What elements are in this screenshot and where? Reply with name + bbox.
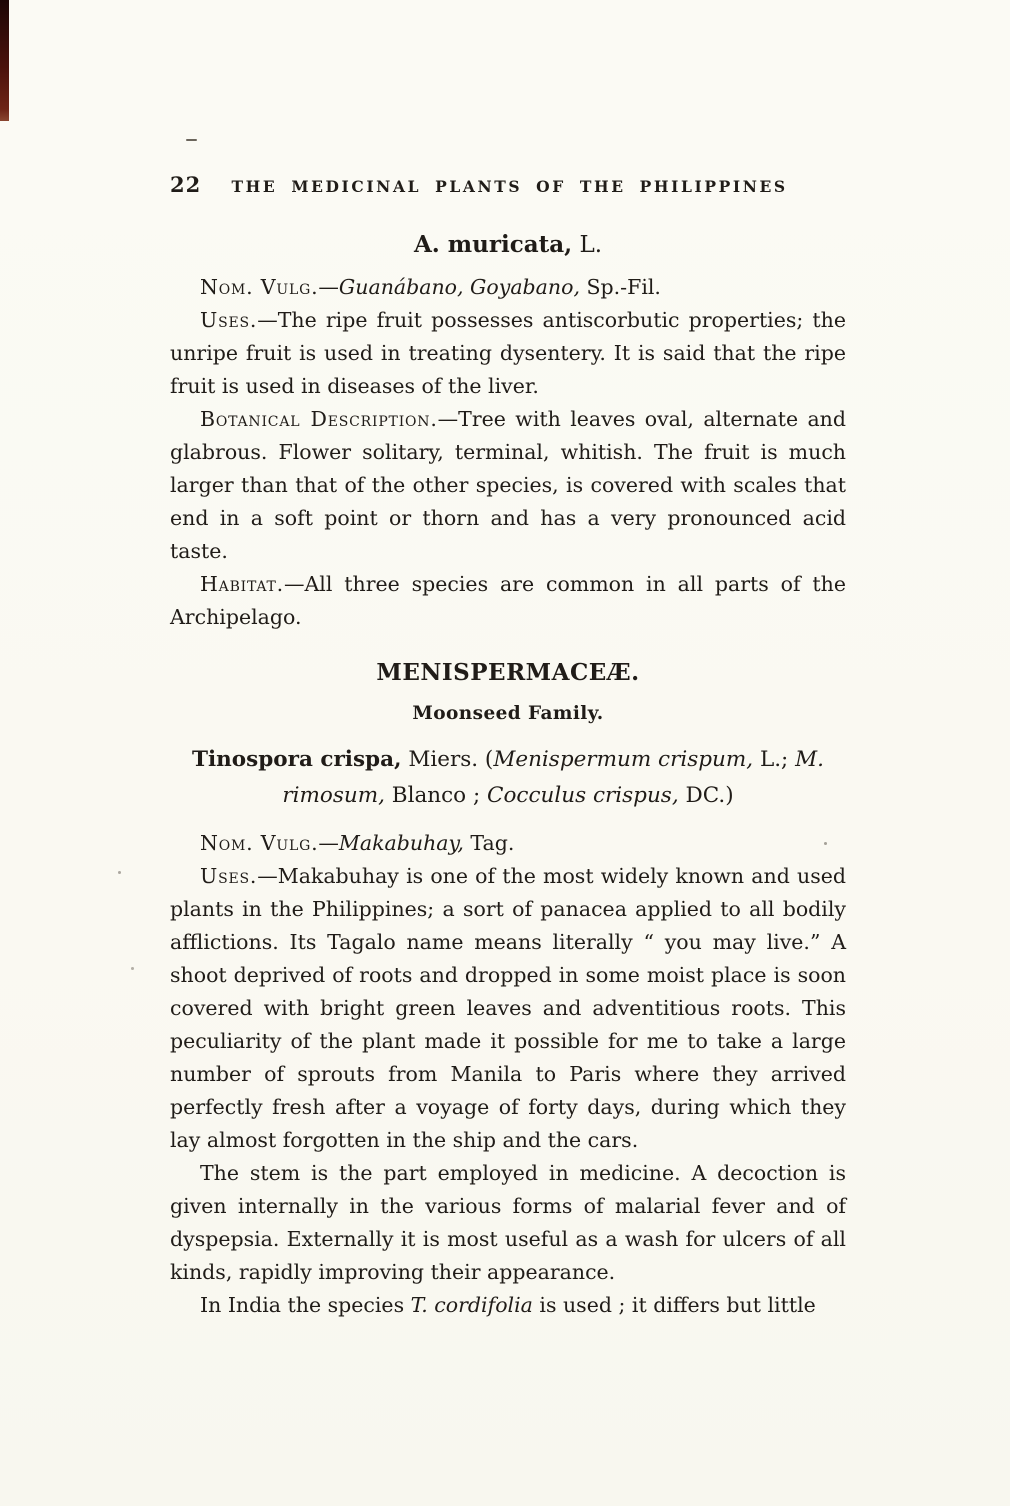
running-header (170, 172, 846, 197)
family-heading-menispermaceae: MENISPERMACEÆ. (376, 659, 640, 686)
species-heading-tinospora-crispa: Tinospora crispa, Miers. (Menispermum crispum, L.; M. rimosum, Blanco ; Cocculus crispus, DC.) (192, 747, 824, 808)
scan-artifact-dot (131, 967, 134, 970)
scan-artifact-dot (118, 871, 121, 874)
para-nom-vulg-muricata: Nom. Vulg.—Guanábano, Goyabano, Sp.-Fil. (200, 275, 661, 299)
para-botanical-description: Botanical Description.—Tree with leaves oval, alternate and glabrous. Flower solitary, terminal, whitish. The fruit is much larger than that of the other species, is covered with scales that end in a soft point or thorn and has a very pronounced acid taste. (170, 407, 846, 563)
scan-artifact-dash (186, 139, 197, 141)
para-habitat: Habitat.—All three species are common in all parts of the Archipelago. (170, 572, 846, 629)
para-stem-medicine: The stem is the part employed in medicine. A decoction is given internally in the various forms of malarial fever and of dyspepsia. Externally it is most useful as a wash for ulcers of all kinds, rapidly improving their appearance. (170, 1161, 846, 1284)
para-uses-tinospora: Uses.—Makabuhay is one of the most widely known and used plants in the Philippines; a sort of panacea applied to all bodily afflictions. Its Tagalo name means literally “ you may live.” A shoot deprived of roots and dropped in some moist place is soon covered with bright green leaves and adventitious roots. This peculiarity of the plant made it possible for me to take a large number of sprouts from Manila to Paris where they arrived perfectly fresh after a voyage of forty days, during which they lay almost forgotten in the ship and the cars. (170, 864, 846, 1152)
species-heading-a-muricata: A. muricata, L. (413, 231, 603, 258)
page-number: 22 (170, 172, 202, 197)
para-uses-muricata: Uses.—The ripe fruit possesses antiscorbutic properties; the unripe fruit is used in treating dysentery. It is said that the ripe fruit is used in diseases of the liver. (170, 308, 846, 398)
para-india-cordifolia: In India the species T. cordifolia is used ; it differs but little (200, 1293, 816, 1317)
scan-artifact-left-bar (0, 0, 9, 121)
running-title: THE MEDICINAL PLANTS OF THE PHILIPPINES (231, 177, 788, 196)
para-nom-vulg-tinospora: Nom. Vulg.—Makabuhay, Tag. (200, 831, 515, 855)
family-common-name: Moonseed Family. (412, 703, 604, 724)
page-content (170, 172, 846, 1322)
